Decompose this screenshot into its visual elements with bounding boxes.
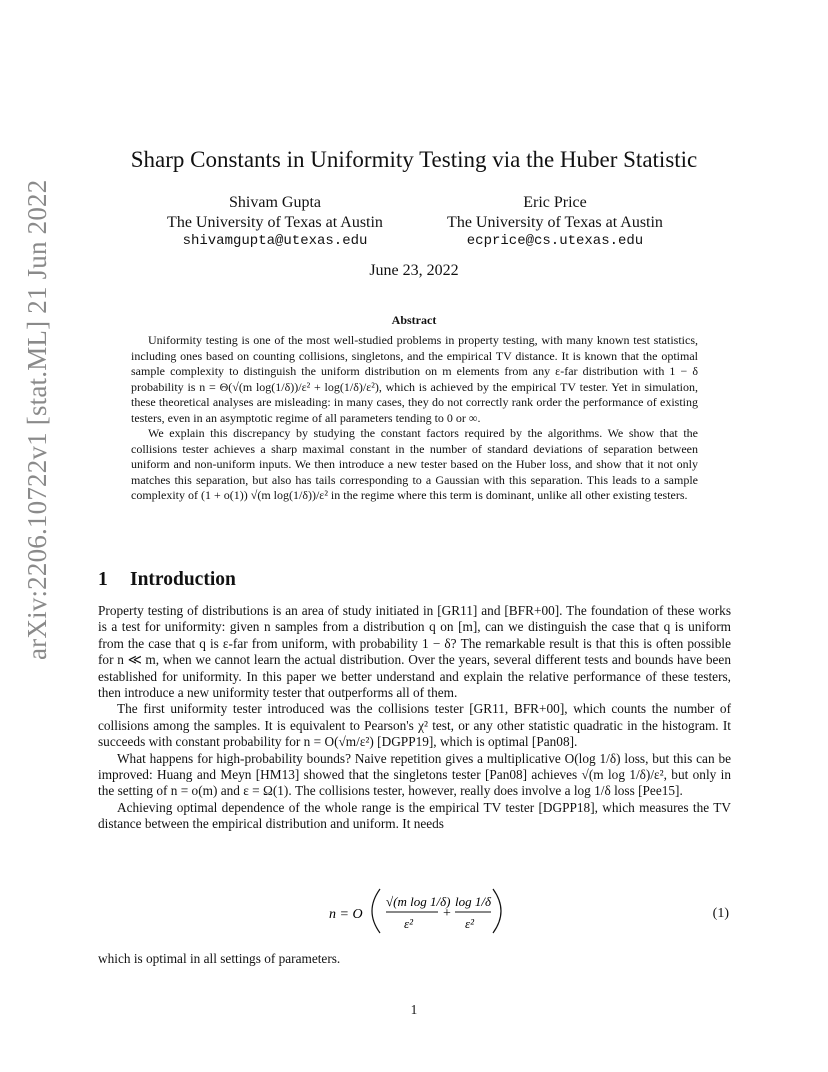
page-number: 1	[410, 1002, 418, 1017]
author-email: ecprice@cs.utexas.edu	[466, 233, 644, 249]
display-equation	[98, 886, 731, 936]
author-block	[140, 193, 410, 252]
section-heading	[98, 569, 236, 591]
paper-date: June 23, 2022	[369, 262, 459, 279]
body-paragraph: Achieving optimal dependence of the whole range is the empirical TV tester [DGPP18], which measures the TV distance between the empirical distribution and uniform. It needs	[98, 799, 731, 832]
equation-number: (1)	[712, 906, 729, 921]
equation-term1-denominator: ε²	[404, 916, 414, 931]
abstract-heading: Abstract	[391, 313, 437, 327]
author-email: shivamgupta@utexas.edu	[182, 233, 368, 249]
body-paragraph: Property testing of distributions is an area of study initiated in [GR11] and [BFR+00]. The foundation of these works is a test for uniformity: given n samples from a distribution q on [m], can we distinguish the case that q is uniform from the case that q is ε-far from uniform, with probability 1 − δ? The remarkable result is that this is often possible for n ≪ m, when we cannot learn the actual distribution. Over the years, several different tests and bounds have been established for uniformity. In this paper we better understand and explain the relative performance of these testers, then introduce a new uniformity tester that outperforms all of them.	[98, 603, 731, 701]
section-title: Introduction	[130, 569, 236, 590]
author-affiliation: The University of Texas at Austin	[167, 213, 383, 231]
equation-term2-denominator: ε²	[465, 916, 475, 931]
paper-title: Sharp Constants in Uniformity Testing via the Huber Statistic	[130, 147, 698, 172]
author-affiliation: The University of Texas at Austin	[447, 213, 663, 231]
abstract-paragraph: Uniformity testing is one of the most well-studied problems in property testing, with many known test statistics, including ones based on counting collisions, singletons, and the empirical TV distance. It is known that the optimal sample complexity to distinguish the uniform distribution on m elements from any ε-far distribution with 1 − δ probability is n = Θ(√(m log(1/δ))/ε² + log(1/δ)/ε²), which is achieved by the empirical TV tester. Yet in simulation, these theoretical analyses are misleading: in many cases, they do not correctly rank order the performance of existing testers, even in an asymptotic regime of all parameters tending to 0 or ∞.	[131, 333, 698, 425]
abstract	[131, 333, 698, 504]
abstract-paragraph: We explain this discrepancy by studying the constant factors required by the algorithms. We show that the collisions tester achieves a sharp maximal constant in the number of standard deviations of separation between uniform and non-uniform inputs. We then introduce a new tester based on the Huber loss, and show that it not only matches this separation, but also has tails corresponding to a Gaussian with this separation. This leads to a sample complexity of (1 + o(1)) √(m log(1/δ))/ε² in the regime where this term is dominant, unlike all other existing testers.	[131, 426, 698, 502]
equation-term1-numerator: √(m log 1/δ)	[386, 894, 451, 909]
equation-graphic	[98, 886, 731, 936]
author-block	[425, 193, 685, 252]
arxiv-identifier-stamp: arXiv:2206.10722v1 [stat.ML] 21 Jun 2022	[22, 179, 52, 660]
right-paren	[493, 889, 501, 933]
equation-lhs: n = O	[329, 907, 363, 922]
section-number: 1	[98, 569, 108, 590]
author-name: Eric Price	[523, 194, 587, 211]
equation-plus: +	[443, 906, 451, 921]
equation-term2-numerator: log 1/δ	[455, 894, 492, 909]
body-text: which is optimal in all settings of parameters.	[98, 951, 341, 966]
body-paragraph: What happens for high-probability bounds? Naive repetition gives a multiplicative O(log 1/δ) loss, but this can be improved: Huang and Meyn [HM13] showed that the singletons tester [Pan08] achieves √(m log 1/δ)/ε², but only in the setting of n = o(m) and ε = Ω(1). The collisions tester, however, really does involve a log 1/δ loss [Pee15].	[98, 750, 731, 799]
left-paren	[372, 889, 380, 933]
section-body	[98, 603, 731, 833]
author-name: Shivam Gupta	[229, 194, 321, 211]
body-paragraph: The first uniformity tester introduced was the collisions tester [GR11, BFR+00], which counts the number of collisions among the samples. It is equivalent to Pearson's χ² test, or any other statistic quadratic in the histogram. It succeeds with constant probability for n = O(√m/ε²) [DGPP19], which is optimal [Pan08].	[98, 701, 731, 750]
